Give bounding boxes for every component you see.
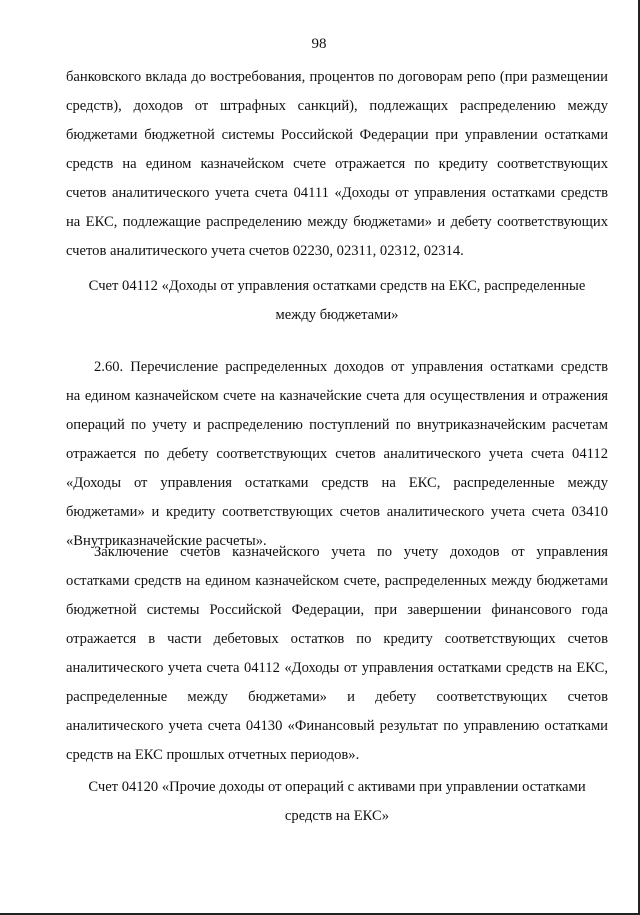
paragraph-2-60 bbox=[66, 353, 608, 556]
page-number: 98 bbox=[311, 36, 327, 52]
paragraph-3 bbox=[66, 538, 608, 770]
paragraph-line: отражается по дебету соответствующих счетов аналитического учета счета 04112 bbox=[66, 446, 608, 462]
section-heading-04120 bbox=[66, 773, 608, 831]
paragraph-1 bbox=[66, 63, 608, 266]
heading-line: Счет 04120 «Прочие доходы от операций с активами при управлении остатками bbox=[88, 779, 586, 795]
paragraph-line: на ЕКС, подлежащие распределению между бюджетами» и дебету соответствующих bbox=[66, 214, 608, 230]
paragraph-line: «Внутриказначейские расчеты». bbox=[66, 533, 267, 549]
paragraph-line: бюджетами» и кредиту соответствующих счетов аналитического учета счета 03410 bbox=[66, 504, 608, 520]
paragraph-line: средств на едином казначейском счете отражается по кредиту соответствующих bbox=[66, 156, 608, 172]
paragraph-line: аналитического учета счета 04112 «Доходы от управления остатками средств на ЕКС, bbox=[66, 660, 608, 676]
section-heading-04112 bbox=[66, 272, 608, 330]
paragraph-line: на едином казначейском счете на казначейские счета для осуществления и отражения bbox=[66, 388, 608, 404]
paragraph-line: «Доходы от управления остатками средств на ЕКС, распределенные между bbox=[66, 475, 608, 491]
heading-line: средств на ЕКС» bbox=[284, 808, 390, 824]
paragraph-line: распределенные между бюджетами» и дебету соответствующих счетов bbox=[66, 689, 608, 705]
paragraph-line: бюджетной системы Российской Федерации, при завершении финансового года bbox=[66, 602, 608, 618]
paragraph-line: Заключение счетов казначейского учета по учету доходов от управления bbox=[94, 544, 608, 560]
paragraph-line: средств), доходов от штрафных санкций), подлежащих распределению между bbox=[66, 98, 608, 114]
paragraph-line: 2.60. Перечисление распределенных доходов от управления остатками средств bbox=[94, 359, 608, 375]
heading-line: Счет 04112 «Доходы от управления остатками средств на ЕКС, распределенные bbox=[88, 278, 586, 294]
paragraph-line: остатками средств на едином казначейском счете, распределенных между бюджетами bbox=[66, 573, 608, 589]
paragraph-line: средств на ЕКС прошлых отчетных периодов». bbox=[66, 747, 360, 763]
paragraph-line: счетов аналитического учета счета 04111 «Доходы от управления остатками средств bbox=[66, 185, 608, 201]
heading-line: между бюджетами» bbox=[275, 307, 399, 323]
paragraph-line: банковского вклада до востребования, процентов по договорам репо (при размещении bbox=[66, 69, 608, 85]
paragraph-line: аналитического учета счета 04130 «Финансовый результат по управлению остатками bbox=[66, 718, 608, 734]
paragraph-line: отражается в части дебетовых остатков по кредиту соответствующих счетов bbox=[66, 631, 608, 647]
paragraph-line: операций по учету и распределению поступлений по внутриказначейским расчетам bbox=[66, 417, 608, 433]
paragraph-line: счетов аналитического учета счетов 02230, 02311, 02312, 02314. bbox=[66, 243, 464, 259]
paragraph-line: бюджетами бюджетной системы Российской Федерации при управлении остатками bbox=[66, 127, 608, 143]
